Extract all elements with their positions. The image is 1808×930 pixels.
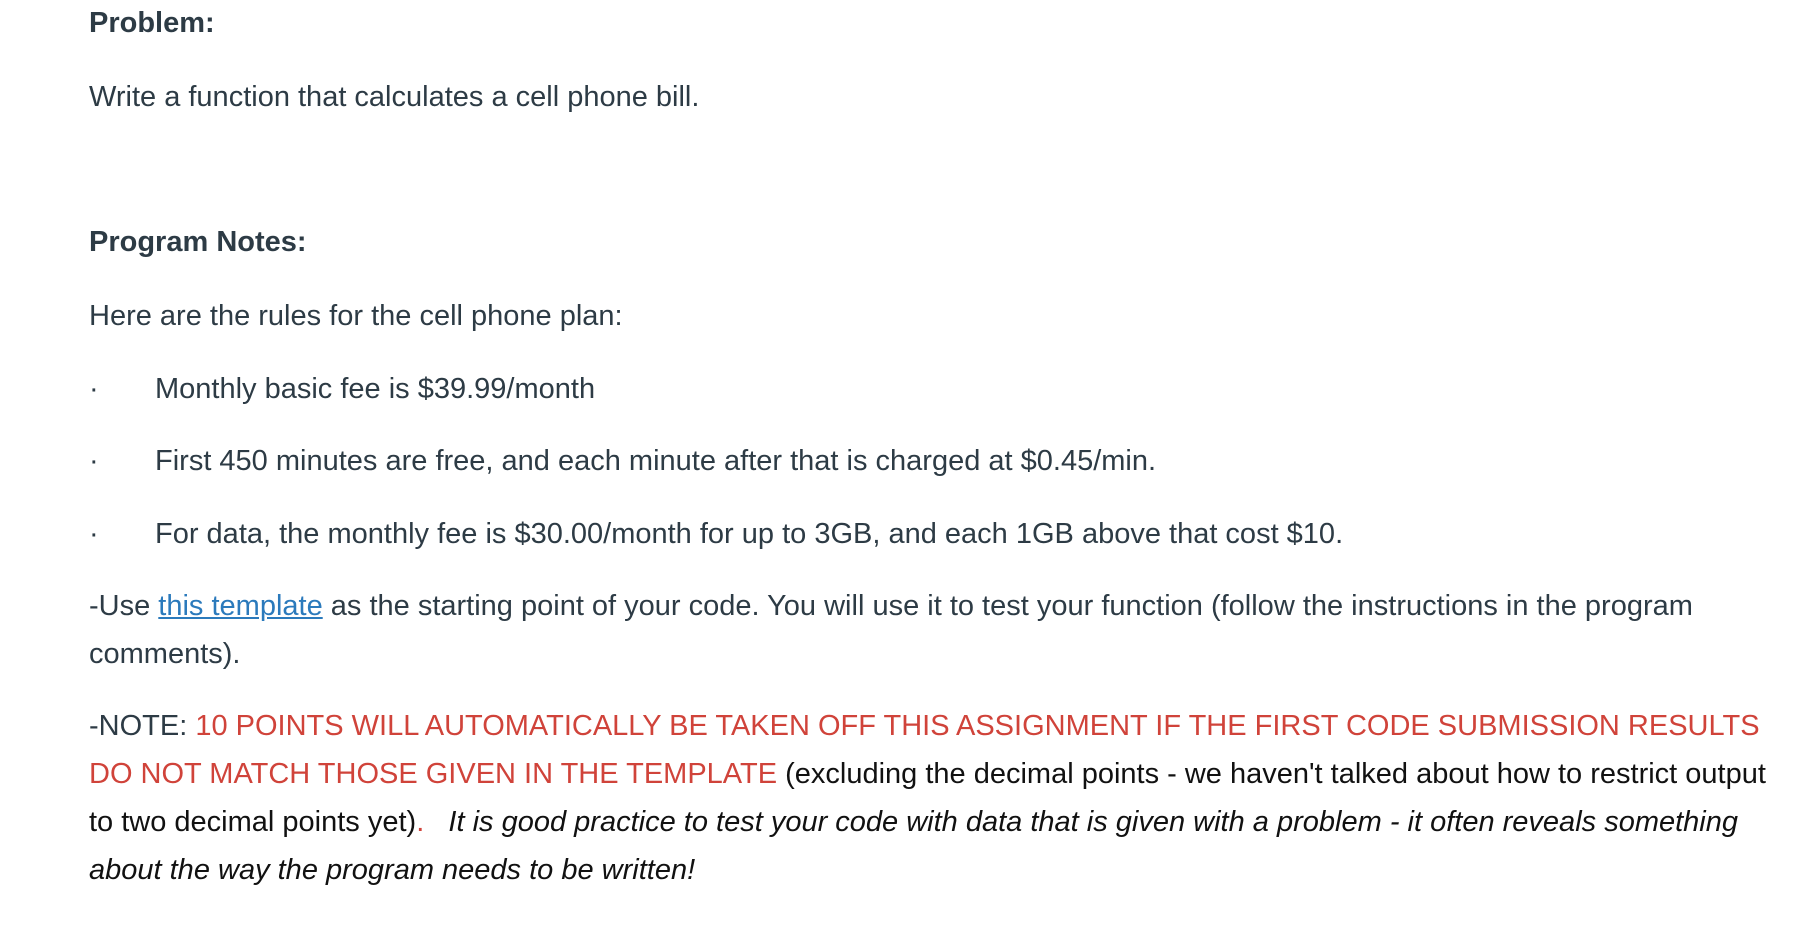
bullet-dot-icon: · <box>89 518 99 550</box>
warning-note <box>89 702 1769 894</box>
bullet-dot-icon: · <box>89 373 99 405</box>
rules-intro: Here are the rules for the cell phone plan: <box>89 300 623 332</box>
program-notes-heading: Program Notes: <box>89 226 307 258</box>
good-practice-tip: It is good practice to test your code with data that is given with a problem - it often reveals something about the way the program needs to be written! <box>89 806 1747 886</box>
bullet-dot-icon: · <box>89 445 99 477</box>
rule-text: First 450 minutes are free, and each minute after that is charged at $0.45/min. <box>155 445 1157 477</box>
rule-text: Monthly basic fee is $39.99/month <box>155 373 596 405</box>
warning-red-text: 10 POINTS WILL AUTOMATICALLY BE TAKEN OFF THIS ASSIGNMENT IF THE FIRST CODE SUBMISSION RESULTS DO NOT MATCH THOSE GIVEN IN THE TEMPLATE <box>89 710 1760 790</box>
note-prefix: -NOTE: <box>89 710 196 742</box>
template-suffix: as the starting point of your code. You will use it to test your function (follow the instructions in the program comments). <box>89 590 1693 670</box>
rule-list-item <box>89 437 1156 485</box>
rule-list-item <box>89 365 595 413</box>
template-prefix: -Use <box>89 590 159 622</box>
rule-text: For data, the monthly fee is $30.00/month for up to 3GB, and each 1GB above that cost $10. <box>155 518 1344 550</box>
warning-plain-text: (excluding the decimal points - we haven't talked about how to restrict output to two decimal points yet) <box>89 758 1766 838</box>
rule-list-item <box>89 510 1343 558</box>
template-instructions <box>89 582 1769 678</box>
problem-description: Write a function that calculates a cell phone bill. <box>89 81 700 113</box>
warning-period: . <box>416 806 425 838</box>
template-link[interactable]: this template <box>158 590 323 622</box>
problem-heading: Problem: <box>89 7 215 39</box>
